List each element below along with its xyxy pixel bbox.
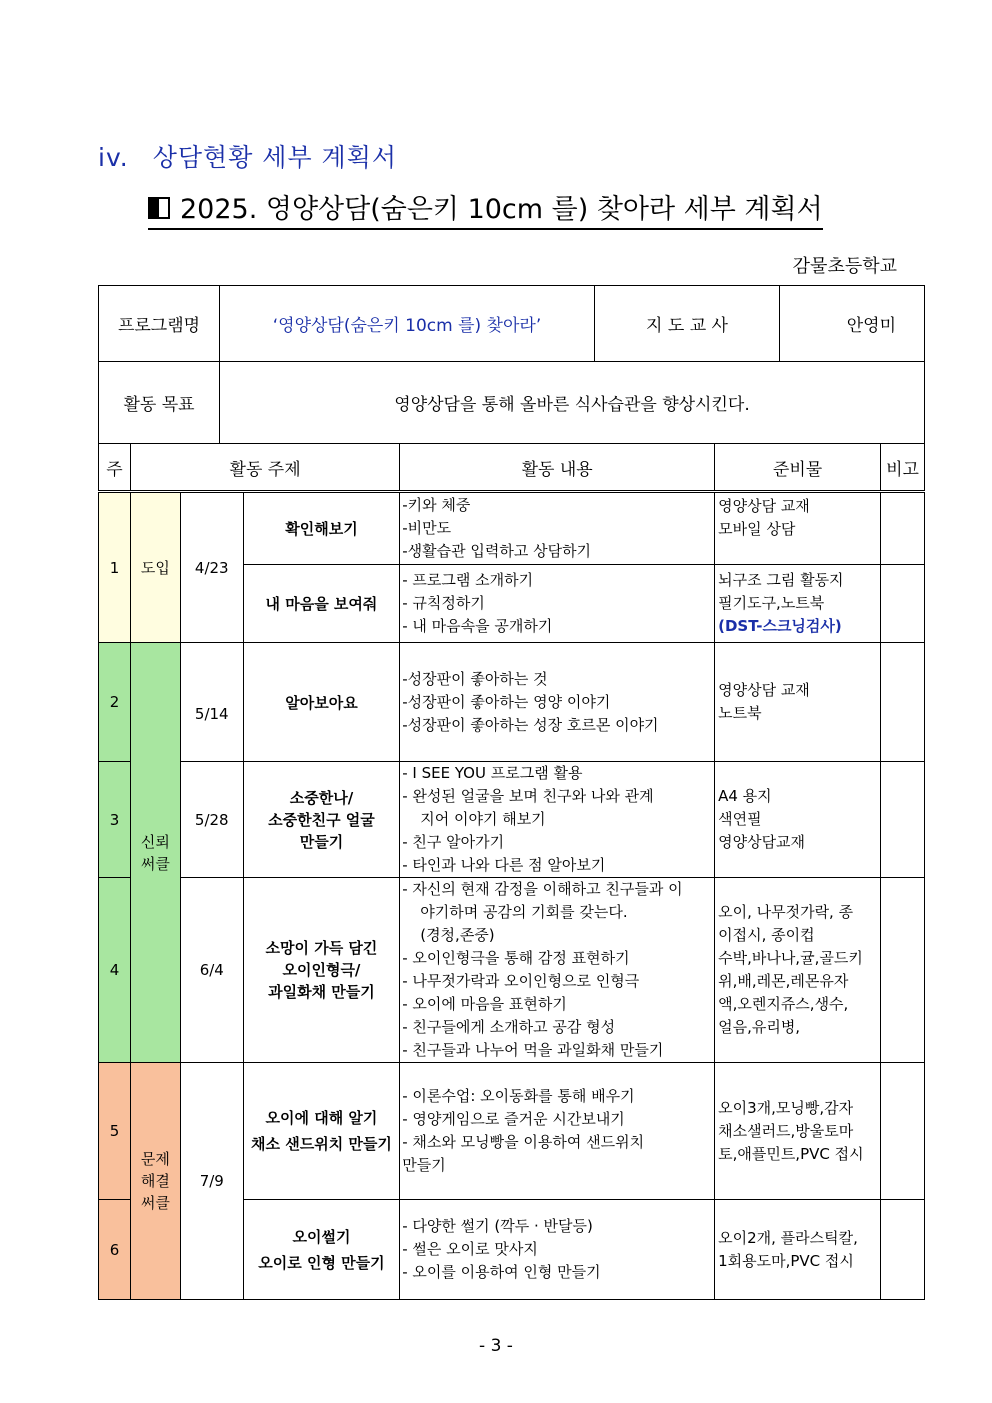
prep-line: A4 용지 [718,787,772,805]
content-line: - 오이에 마음을 표현하기 [402,995,567,1013]
teacher-value: 안영미 [780,286,925,362]
section-heading [98,138,397,174]
half-filled-square-icon [148,197,170,219]
note-cell [881,565,925,643]
date-cell: 6/4 [180,878,243,1063]
prep-line: 위,배,레몬,레몬유자 [718,972,849,990]
prep-line: 필기도구,노트북 [718,594,825,612]
note-cell [881,1200,925,1300]
content-line: 지어 이야기 해보기 [420,810,546,828]
content-line: - 오이를 이용하여 인형 만들기 [402,1263,601,1281]
header-note: 비고 [881,444,925,492]
table-header-row [99,444,925,492]
prep-line: 오이3개,모닝빵,감자 [718,1098,854,1117]
prep-line: 이접시, 종이컵 [718,926,815,944]
teacher-label: 지 도 교 사 [595,286,780,362]
content-cell [400,1200,715,1300]
topic-cell: 소망이 가득 담긴 오이인형극/ 과일화채 만들기 [243,878,400,1063]
date-cell: 7/9 [180,1063,243,1300]
prep-cell [715,878,881,1063]
content-line: - 규칙정하기 [402,594,485,612]
prep-highlight: (DST-스크닝검사) [718,617,842,635]
prep-line: 영양상담 교재 [718,497,810,515]
prep-cell [715,492,881,565]
note-cell [881,492,925,565]
prep-line: 액,오렌지쥬스,생수, [718,995,849,1013]
content-line: -생활습관 입력하고 상담하기 [402,542,592,560]
date-cell: 5/14 [180,643,243,762]
content-line: - 내 마음속을 공개하기 [402,617,553,635]
content-cell [400,565,715,643]
prep-cell [715,762,881,878]
content-line: - 완성된 얼굴을 보며 친구와 나와 관계 [402,787,654,805]
section-number: iv. [98,143,129,172]
document-title-text: 2025. 영양상담(숨은키 10cm 를) 찾아라 세부 계획서 [180,194,823,225]
content-line: - 썰은 오이로 맛사지 [402,1240,538,1258]
goal-label: 활동 목표 [99,362,220,444]
table-row [99,492,925,565]
content-line: -키와 체중 [402,496,471,514]
page-number: - 3 - [479,1336,513,1356]
content-line: (경청,존중) [420,926,495,944]
date-cell: 4/23 [180,492,243,643]
table-row [99,878,925,1063]
content-line: - 친구 알아가기 [402,833,505,851]
content-line: 만들기 [402,1156,446,1174]
topic-cell: 내 마음을 보여줘 [243,565,400,643]
program-info-table [98,285,925,444]
week-cell: 4 [99,878,131,1063]
activity-plan-table [98,443,925,1300]
content-cell [400,878,715,1063]
goal-value: 영양상담을 통해 올바른 식사습관을 향상시킨다. [220,362,925,444]
table-row [99,643,925,762]
prep-cell [715,1200,881,1300]
prep-line: 채소샐러드,방울토마 [718,1121,854,1140]
content-line: - 다양한 썰기 (깍두 · 반달등) [402,1217,593,1235]
content-line: - 타인과 나와 다른 점 알아보기 [402,856,606,874]
note-cell [881,762,925,878]
prep-line: 색연필 [718,810,762,828]
prep-line: 수박,바나나,귤,골드키 [718,949,863,967]
content-line: -비만도 [402,519,452,537]
week-cell: 6 [99,1200,131,1300]
phase-intro: 도입 [130,492,180,643]
content-line: 야기하며 공감의 기회를 갖는다. [420,903,628,921]
content-line: -성장판이 좋아하는 것 [402,669,548,688]
phase-solve: 문제 해결 써클 [130,1063,180,1300]
table-row [99,1063,925,1200]
header-topic: 활동 주제 [130,444,399,492]
phase-trust: 신뢰 써클 [130,643,180,1063]
week-cell: 1 [99,492,131,643]
prep-cell [715,643,881,762]
program-name-label: 프로그램명 [99,286,220,362]
topic-cell: 확인해보기 [243,492,400,565]
content-line: - 프로그램 소개하기 [402,571,534,589]
prep-line: 영양상담 교재 [718,681,810,699]
topic-cell: 오이에 대해 알기 채소 샌드위치 만들기 [243,1063,400,1200]
content-line: - 이론수업: 오이동화를 통해 배우기 [402,1087,635,1105]
week-cell: 3 [99,762,131,878]
table-row [99,762,925,878]
content-cell [400,1063,715,1200]
topic-cell: 소중한나/ 소중한친구 얼굴 만들기 [243,762,400,878]
school-name: 감물초등학교 [792,256,897,277]
header-prep: 준비물 [715,444,881,492]
week-cell: 2 [99,643,131,762]
content-line: - 자신의 현재 감정을 이해하고 친구들과 이 [402,880,683,898]
prep-cell [715,565,881,643]
week-cell: 5 [99,1063,131,1200]
topic-cell: 알아보아요 [243,643,400,762]
content-line: - 채소와 모닝빵을 이용하여 샌드위치 [402,1133,645,1151]
prep-line: 뇌구조 그림 활동지 [718,571,844,589]
content-line: - 영양게임으로 즐거운 시간보내기 [402,1110,625,1128]
prep-line: 모바일 상담 [718,520,796,538]
prep-cell [715,1063,881,1200]
content-cell [400,643,715,762]
content-cell [400,762,715,878]
note-cell [881,878,925,1063]
content-line: - 나무젓가락과 오이인형으로 인형극 [402,972,640,990]
document-title [148,187,823,230]
note-cell [881,643,925,762]
content-line: -성장판이 좋아하는 성장 호르몬 이야기 [402,715,659,734]
topic-cell: 오이썰기 오이로 인형 만들기 [243,1200,400,1300]
prep-line: 노트북 [718,704,762,722]
content-line: - 오이인형극을 통해 감정 표현하기 [402,949,630,967]
note-cell [881,1063,925,1200]
content-cell [400,492,715,565]
content-line: -성장판이 좋아하는 영양 이야기 [402,692,611,711]
header-week: 주 [99,444,131,492]
prep-line: 영양상담교재 [718,833,806,851]
prep-line: 오이, 나무젓가락, 종 [718,903,854,921]
section-title: 상담현황 세부 계획서 [152,143,397,172]
content-line: - 친구들에게 소개하고 공감 형성 [402,1018,616,1036]
program-name-value: ‘영양상담(숨은키 10cm 를) 찾아라’ [220,286,595,362]
prep-line: 토,애플민트,PVC 접시 [718,1144,864,1163]
content-line: - I SEE YOU 프로그램 활용 [402,764,583,782]
prep-line: 얼음,유리병, [718,1018,801,1036]
content-line: - 친구들과 나누어 먹을 과일화채 만들기 [402,1041,664,1059]
prep-line: 1회용도마,PVC 접시 [718,1251,854,1270]
prep-line: 오이2개, 플라스틱칼, [718,1228,858,1247]
date-cell: 5/28 [180,762,243,878]
header-content: 활동 내용 [400,444,715,492]
